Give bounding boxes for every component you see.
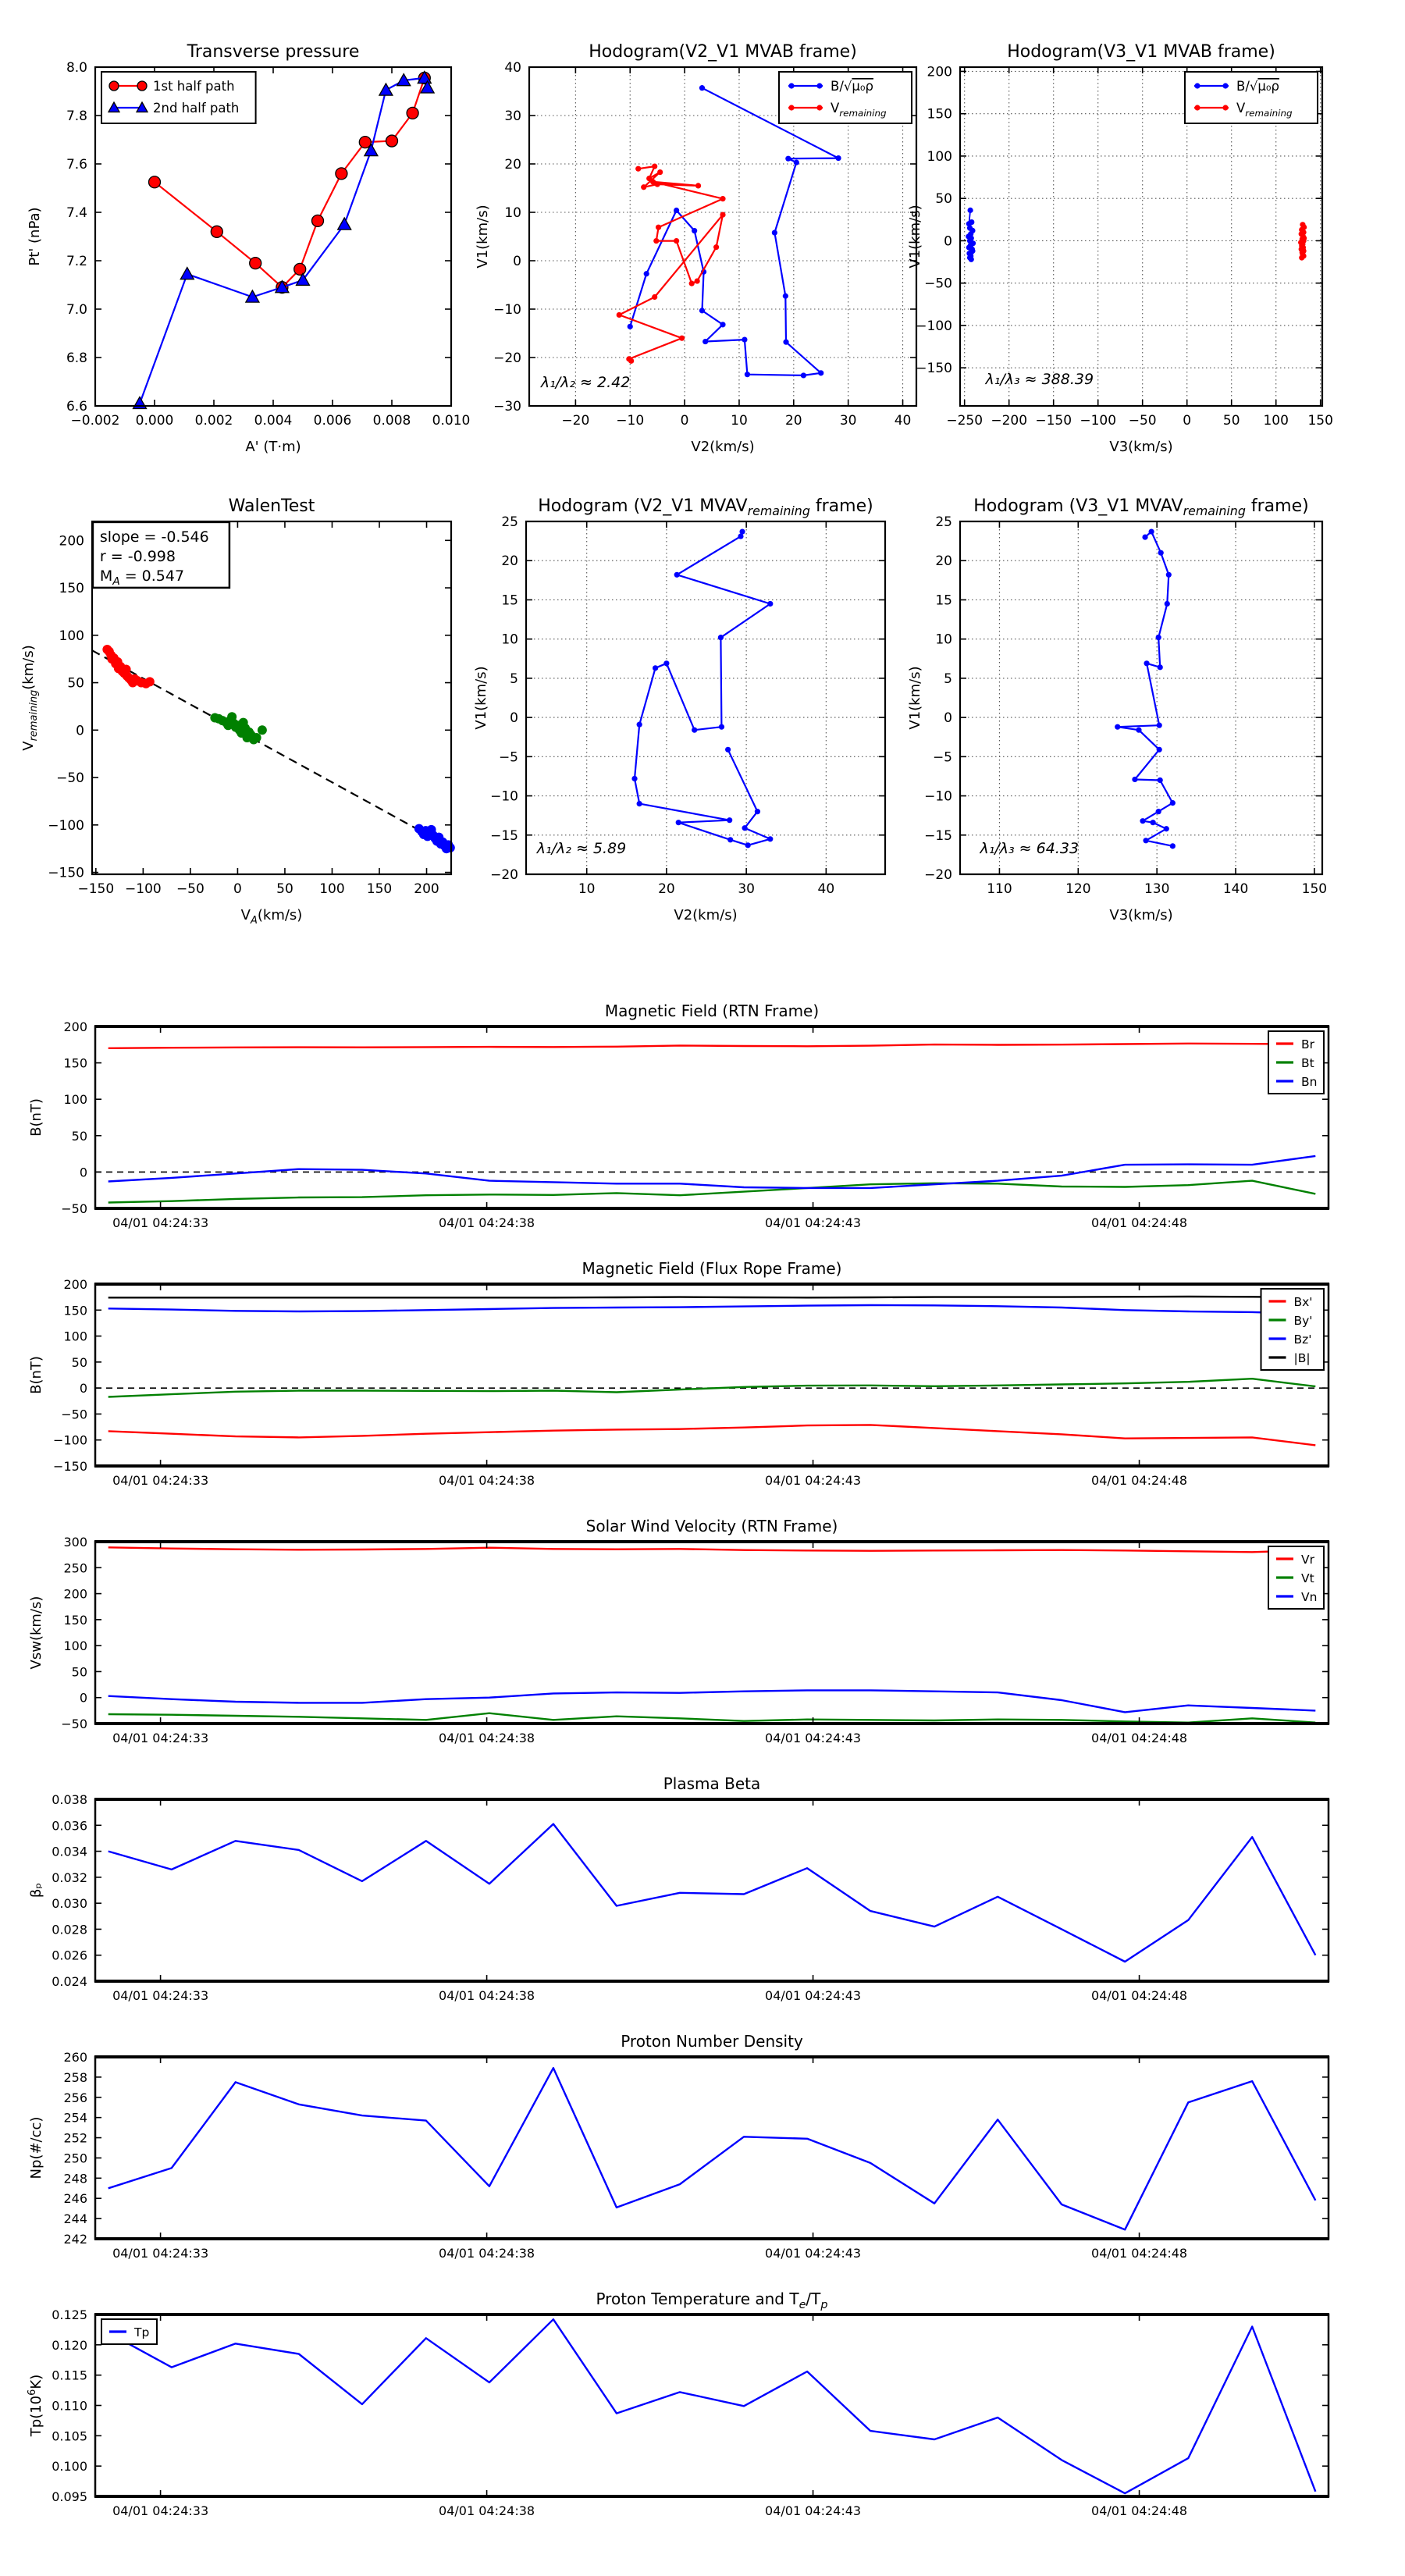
svg-text:Proton Temperature and Te/Tp: Proton Temperature and $T_e/T_p$ [596, 2290, 828, 2311]
svg-text:04/01 04:24:43: 04/01 04:24:43 [765, 1988, 862, 2003]
svg-text:04/01 04:24:43: 04/01 04:24:43 [765, 1473, 862, 1488]
svg-text:30: 30 [738, 881, 755, 897]
svg-text:50: 50 [1222, 413, 1240, 429]
svg-text:r = -0.998: r = -0.998 [99, 547, 176, 565]
svg-text:|B|: |B| [1293, 1351, 1311, 1365]
svg-text:B/√μ₀ρ: B/√μ₀ρ [831, 79, 873, 94]
svg-text:0.006: 0.006 [313, 413, 352, 429]
svg-text:Transverse pressure: Transverse pressure [187, 42, 360, 62]
svg-text:0: 0 [944, 710, 952, 727]
svg-text:0.032: 0.032 [52, 1870, 87, 1885]
svg-text:Tp: Tp [134, 2325, 150, 2339]
svg-text:−50: −50 [176, 881, 205, 897]
svg-text:5: 5 [944, 671, 952, 687]
svg-text:−10: −10 [490, 788, 518, 805]
svg-text:−15: −15 [924, 827, 952, 844]
svg-text:−50: −50 [61, 1407, 87, 1422]
svg-text:Vt: Vt [1301, 1571, 1314, 1585]
svg-text:200: 200 [927, 64, 952, 80]
svg-text:Bx': Bx' [1293, 1295, 1313, 1309]
hodogram-v3v1-mvab-chart [905, 0, 1405, 461]
svg-text:0: 0 [79, 1690, 87, 1706]
svg-text:Hodogram(V3_V1 MVAB frame): Hodogram(V3_V1 MVAB frame) [1007, 42, 1275, 62]
svg-text:7.2: 7.2 [66, 254, 87, 269]
svg-text:−10: −10 [924, 788, 952, 805]
svg-text:−20: −20 [490, 867, 518, 883]
svg-text:150: 150 [59, 581, 84, 597]
svg-text:βₚ: βₚ [28, 1882, 44, 1898]
svg-text:250: 250 [63, 2151, 87, 2166]
svg-text:0: 0 [79, 1381, 87, 1397]
svg-text:50: 50 [276, 881, 293, 897]
svg-text:Vsw(km/s): Vsw(km/s) [28, 1596, 44, 1670]
svg-text:30: 30 [504, 109, 521, 124]
svg-text:0.004: 0.004 [254, 413, 293, 429]
svg-text:0: 0 [1183, 413, 1192, 429]
svg-text:0: 0 [79, 1165, 87, 1180]
svg-text:0.105: 0.105 [52, 2428, 87, 2444]
svg-text:−100: −100 [53, 1432, 87, 1448]
svg-text:04/01 04:24:48: 04/01 04:24:48 [1091, 1988, 1188, 2003]
svg-text:130: 130 [1144, 881, 1170, 897]
svg-text:−15: −15 [490, 827, 518, 844]
svg-text:04/01 04:24:38: 04/01 04:24:38 [439, 1988, 535, 2003]
svg-text:0.115: 0.115 [52, 2368, 87, 2383]
svg-text:15: 15 [501, 592, 518, 609]
svg-text:04/01 04:24:33: 04/01 04:24:33 [112, 1215, 209, 1230]
svg-text:04/01 04:24:48: 04/01 04:24:48 [1091, 2246, 1188, 2261]
svg-text:0: 0 [233, 881, 242, 897]
svg-text:40: 40 [504, 60, 521, 76]
svg-text:Np(#/cc): Np(#/cc) [28, 2116, 44, 2179]
svg-text:V2(km/s): V2(km/s) [674, 907, 738, 923]
svg-text:λ₁/λ₃ ≈ 64.33: λ₁/λ₃ ≈ 64.33 [980, 839, 1080, 857]
svg-text:λ₁/λ₃ ≈ 388.39: λ₁/λ₃ ≈ 388.39 [985, 370, 1094, 388]
svg-text:−150: −150 [77, 881, 115, 897]
svg-text:15: 15 [935, 592, 952, 609]
svg-text:04/01 04:24:33: 04/01 04:24:33 [112, 2503, 209, 2518]
svg-text:200: 200 [59, 533, 84, 550]
svg-text:50: 50 [935, 191, 952, 208]
svg-text:By': By' [1293, 1314, 1313, 1328]
svg-text:150: 150 [927, 106, 952, 123]
svg-text:0.010: 0.010 [432, 413, 471, 429]
svg-text:MA = 0.547: $M_A = 0.547$ [99, 567, 185, 588]
svg-text:120: 120 [1065, 881, 1091, 897]
svg-text:5: 5 [510, 671, 518, 687]
svg-text:0.026: 0.026 [52, 1948, 87, 1963]
svg-text:20: 20 [501, 553, 518, 570]
svg-text:2nd half path: 2nd half path [153, 101, 240, 116]
svg-text:04/01 04:24:38: 04/01 04:24:38 [439, 2503, 535, 2518]
svg-text:−100: −100 [1080, 413, 1117, 429]
svg-text:0: 0 [944, 233, 952, 250]
svg-text:0: 0 [76, 723, 84, 739]
svg-text:V1(km/s): V1(km/s) [907, 205, 923, 269]
svg-text:0.120: 0.120 [52, 2337, 87, 2353]
svg-text:10: 10 [578, 881, 596, 897]
svg-text:−50: −50 [56, 770, 84, 787]
proton-temperature-panel [0, 2248, 1405, 2518]
svg-text:04/01 04:24:38: 04/01 04:24:38 [439, 1473, 535, 1488]
svg-text:−100: −100 [916, 318, 952, 334]
svg-text:04/01 04:24:43: 04/01 04:24:43 [765, 1731, 862, 1745]
svg-text:10: 10 [501, 632, 518, 648]
svg-text:V1(km/s): V1(km/s) [473, 666, 489, 730]
svg-text:04/01 04:24:33: 04/01 04:24:33 [112, 1731, 209, 1745]
svg-text:0.024: 0.024 [52, 1974, 87, 1989]
svg-text:6.6: 6.6 [66, 399, 87, 415]
svg-text:7.4: 7.4 [66, 205, 87, 221]
svg-text:50: 50 [71, 1128, 87, 1144]
svg-text:100: 100 [63, 1092, 87, 1108]
svg-text:0.000: 0.000 [135, 413, 174, 429]
svg-text:V1(km/s): V1(km/s) [907, 666, 923, 730]
svg-text:V3(km/s): V3(km/s) [1109, 439, 1173, 455]
svg-text:50: 50 [71, 1354, 87, 1370]
svg-text:0.008: 0.008 [372, 413, 411, 429]
svg-text:−20: −20 [924, 867, 952, 883]
svg-text:04/01 04:24:48: 04/01 04:24:48 [1091, 1473, 1188, 1488]
svg-text:Vr: Vr [1301, 1553, 1314, 1567]
svg-text:Plasma Beta: Plasma Beta [663, 1774, 761, 1793]
svg-text:150: 150 [1301, 881, 1328, 897]
svg-text:Bn: Bn [1301, 1075, 1318, 1089]
svg-text:50: 50 [67, 675, 84, 692]
svg-text:246: 246 [63, 2191, 87, 2207]
svg-text:25: 25 [935, 514, 952, 530]
svg-text:04/01 04:24:38: 04/01 04:24:38 [439, 1731, 535, 1745]
svg-text:04/01 04:24:38: 04/01 04:24:38 [439, 2246, 535, 2261]
walen-test-chart [0, 461, 468, 927]
hodogram-v3v1-mvav-chart [905, 461, 1405, 923]
svg-text:140: 140 [1222, 881, 1249, 897]
svg-text:260: 260 [63, 2050, 87, 2065]
svg-text:−30: −30 [493, 399, 521, 415]
svg-text:110: 110 [987, 881, 1012, 897]
svg-text:04/01 04:24:43: 04/01 04:24:43 [765, 2246, 862, 2261]
svg-text:10: 10 [935, 632, 952, 648]
svg-text:A' (T·m): A' (T·m) [245, 439, 301, 455]
svg-text:200: 200 [63, 1019, 87, 1034]
svg-text:04/01 04:24:38: 04/01 04:24:38 [439, 1215, 535, 1230]
svg-text:0.100: 0.100 [52, 2459, 87, 2475]
magnetic-field-flux-rope-panel [0, 1218, 1405, 1488]
svg-text:100: 100 [319, 881, 345, 897]
svg-text:1st half path: 1st half path [153, 79, 235, 94]
svg-text:V2(km/s): V2(km/s) [691, 439, 755, 455]
svg-text:40: 40 [817, 881, 835, 897]
svg-text:0.036: 0.036 [52, 1818, 87, 1834]
svg-text:−100: −100 [48, 817, 84, 834]
svg-text:−50: −50 [61, 1717, 87, 1731]
svg-text:100: 100 [927, 148, 952, 165]
svg-text:V1(km/s): V1(km/s) [475, 205, 491, 269]
svg-text:Hodogram (V3_V1 MVAVremaining: Hodogram (V3_V1 $MVAV_{remaining}$ frame) [973, 496, 1309, 518]
svg-text:04/01 04:24:48: 04/01 04:24:48 [1091, 1731, 1188, 1745]
svg-text:25: 25 [501, 514, 518, 530]
svg-text:20: 20 [658, 881, 675, 897]
svg-text:Bt: Bt [1301, 1056, 1314, 1070]
svg-text:λ₁/λ₂ ≈ 5.89: λ₁/λ₂ ≈ 5.89 [536, 839, 627, 857]
svg-text:Magnetic Field (Flux Rope Fram: Magnetic Field (Flux Rope Frame) [582, 1259, 842, 1278]
svg-text:200: 200 [63, 1586, 87, 1602]
svg-text:100: 100 [63, 1329, 87, 1344]
svg-text:30: 30 [839, 413, 857, 429]
svg-text:0.095: 0.095 [52, 2489, 87, 2504]
solar-wind-velocity-panel [0, 1475, 1405, 1745]
svg-text:−10: −10 [493, 302, 521, 318]
svg-text:258: 258 [63, 2069, 87, 2085]
svg-text:04/01 04:24:33: 04/01 04:24:33 [112, 1988, 209, 2003]
svg-text:−5: −5 [932, 749, 952, 766]
svg-text:−20: −20 [493, 350, 521, 366]
svg-text:150: 150 [63, 1303, 87, 1318]
svg-text:−20: −20 [561, 413, 590, 429]
svg-text:Vremaining: $V_{remaining}$ [1236, 101, 1293, 119]
svg-text:λ₁/λ₂ ≈ 2.42: λ₁/λ₂ ≈ 2.42 [540, 374, 631, 392]
svg-text:50: 50 [71, 1664, 87, 1680]
svg-text:Bz': Bz' [1293, 1332, 1312, 1347]
svg-text:0: 0 [510, 710, 518, 727]
svg-text:WalenTest: WalenTest [228, 496, 315, 516]
svg-text:0.030: 0.030 [52, 1896, 87, 1912]
svg-text:7.8: 7.8 [66, 109, 87, 124]
svg-text:0.028: 0.028 [52, 1922, 87, 1937]
svg-text:−150: −150 [48, 865, 84, 881]
svg-text:−150: −150 [1035, 413, 1072, 429]
svg-text:7.6: 7.6 [66, 157, 87, 173]
svg-text:200: 200 [63, 1277, 87, 1292]
svg-text:250: 250 [63, 1560, 87, 1576]
svg-text:10: 10 [731, 413, 748, 429]
svg-text:20: 20 [784, 413, 802, 429]
svg-text:20: 20 [504, 157, 521, 173]
svg-text:−250: −250 [946, 413, 984, 429]
svg-text:−150: −150 [916, 361, 952, 377]
svg-text:B/√μ₀ρ: B/√μ₀ρ [1236, 79, 1279, 94]
magnetic-field-rtn-panel [0, 960, 1405, 1230]
svg-text:256: 256 [63, 2090, 87, 2105]
svg-text:04/01 04:24:43: 04/01 04:24:43 [765, 1215, 862, 1230]
svg-text:242: 242 [63, 2232, 87, 2247]
svg-text:Tp(106K): $Tp(10^6K)$ [27, 2374, 44, 2437]
svg-text:6.8: 6.8 [66, 350, 87, 366]
svg-text:0.038: 0.038 [52, 1792, 87, 1807]
svg-text:04/01 04:24:43: 04/01 04:24:43 [765, 2503, 862, 2518]
svg-text:−5: −5 [498, 749, 518, 766]
svg-text:04/01 04:24:33: 04/01 04:24:33 [112, 2246, 209, 2261]
svg-text:−100: −100 [125, 881, 162, 897]
svg-text:248: 248 [63, 2171, 87, 2186]
svg-text:−50: −50 [61, 1201, 87, 1216]
svg-text:Proton Number Density: Proton Number Density [621, 2032, 803, 2051]
svg-text:244: 244 [63, 2211, 87, 2227]
svg-text:Pt' (nPa): Pt' (nPa) [27, 207, 43, 266]
hodogram-v2v1-mvav-chart [468, 461, 905, 923]
svg-text:150: 150 [63, 1055, 87, 1071]
svg-text:0.002: 0.002 [194, 413, 233, 429]
svg-text:40: 40 [894, 413, 912, 429]
svg-text:0: 0 [513, 254, 521, 269]
svg-text:0.110: 0.110 [52, 2398, 87, 2414]
svg-text:Hodogram (V2_V1 MVAVremaining: Hodogram (V2_V1 $MVAV_{remaining}$ frame) [538, 496, 873, 518]
svg-text:100: 100 [59, 628, 84, 644]
svg-text:−50: −50 [924, 276, 952, 292]
svg-text:254: 254 [63, 2110, 87, 2126]
plasma-beta-panel [0, 1733, 1405, 2003]
svg-text:7.0: 7.0 [66, 302, 87, 318]
svg-text:04/01 04:24:33: 04/01 04:24:33 [112, 1473, 209, 1488]
svg-text:−150: −150 [53, 1459, 87, 1474]
svg-text:Hodogram(V2_V1 MVAB frame): Hodogram(V2_V1 MVAB frame) [589, 42, 857, 62]
svg-text:slope = -0.546: slope = -0.546 [99, 528, 209, 546]
svg-text:0: 0 [680, 413, 689, 429]
svg-text:B(nT): B(nT) [28, 1356, 44, 1394]
svg-text:Magnetic Field (RTN Frame): Magnetic Field (RTN Frame) [604, 1002, 820, 1020]
svg-text:0.125: 0.125 [52, 2307, 87, 2322]
svg-text:04/01 04:24:48: 04/01 04:24:48 [1091, 2503, 1188, 2518]
svg-text:20: 20 [935, 553, 952, 570]
svg-text:Vremaining: $V_{remaining}$ [831, 101, 887, 119]
svg-text:Vremaining(km/s): $V_{remaining}(km/s)$ [20, 645, 40, 751]
transverse-pressure-chart [0, 0, 471, 461]
svg-text:V3(km/s): V3(km/s) [1109, 907, 1173, 923]
svg-text:200: 200 [414, 881, 439, 897]
svg-text:252: 252 [63, 2130, 87, 2146]
svg-text:Br: Br [1301, 1037, 1315, 1051]
svg-text:VA(km/s): $V_A(km/s)$ [240, 907, 303, 927]
svg-text:B(nT): B(nT) [28, 1098, 44, 1137]
svg-text:100: 100 [1263, 413, 1289, 429]
svg-text:−10: −10 [616, 413, 645, 429]
svg-text:300: 300 [63, 1535, 87, 1550]
svg-text:8.0: 8.0 [66, 60, 87, 76]
svg-text:0.034: 0.034 [52, 1844, 87, 1859]
svg-text:−0.002: −0.002 [70, 413, 120, 429]
svg-text:10: 10 [504, 205, 521, 221]
proton-number-density-panel [0, 1991, 1405, 2261]
svg-text:04/01 04:24:48: 04/01 04:24:48 [1091, 1215, 1188, 1230]
svg-text:100: 100 [63, 1638, 87, 1654]
svg-text:−200: −200 [991, 413, 1028, 429]
hodogram-v2v1-mvab-chart [468, 0, 912, 461]
svg-text:150: 150 [1307, 413, 1333, 429]
svg-text:−50: −50 [1128, 413, 1157, 429]
svg-text:Vn: Vn [1301, 1590, 1318, 1604]
svg-text:Solar Wind Velocity (RTN Frame: Solar Wind Velocity (RTN Frame) [585, 1517, 838, 1535]
svg-text:150: 150 [63, 1612, 87, 1628]
svg-text:150: 150 [366, 881, 393, 897]
